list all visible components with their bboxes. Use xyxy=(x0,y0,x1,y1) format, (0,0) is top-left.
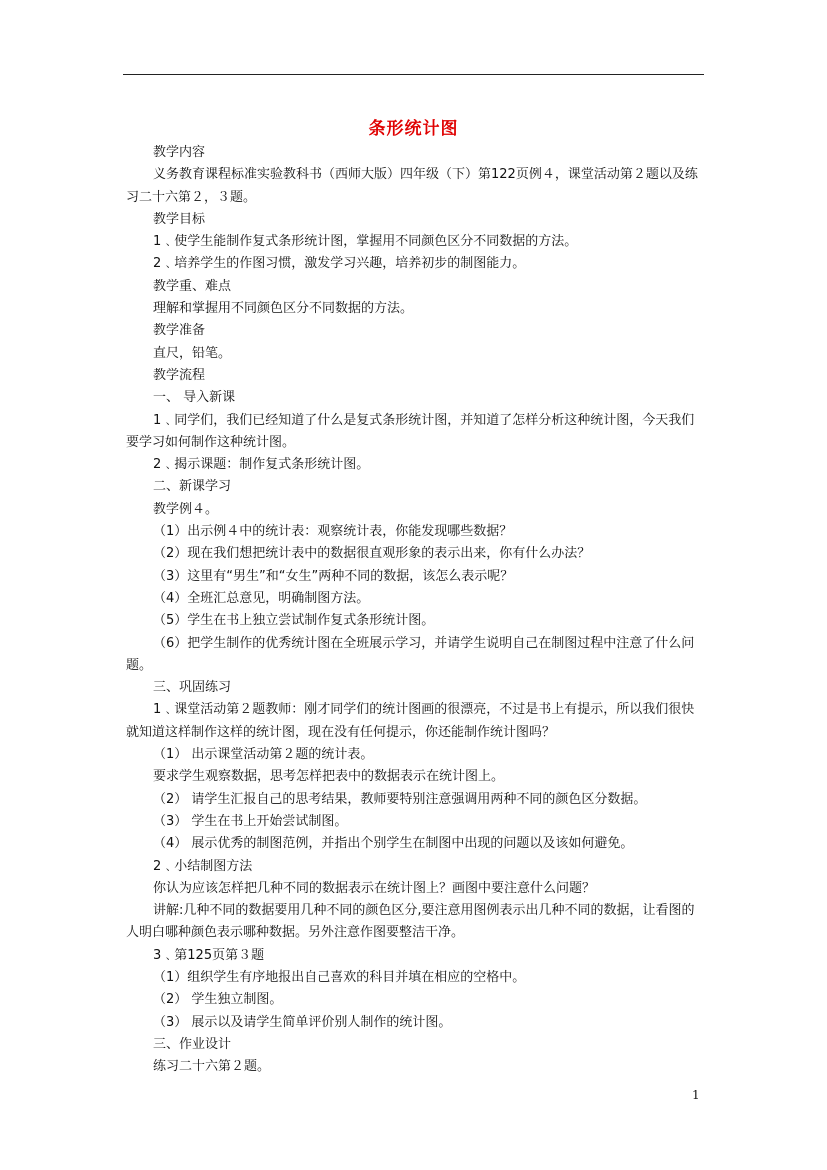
paragraph: 直尺，铅笔。 xyxy=(153,345,232,361)
paragraph: 三、作业设计 xyxy=(153,1036,232,1052)
paragraph: 1﹑同学们，我们已经知道了什么是复式条形统计图，并知道了怎样分析这种统计图，今天我们要学习如何制作这种统计图。 xyxy=(126,412,695,450)
paragraph: 1﹑使学生能制作复式条形统计图，掌握用不同颜色区分不同数据的方法。 xyxy=(153,234,578,250)
paragraph: 2﹑揭示课题：制作复式条形统计图。 xyxy=(153,457,370,473)
paragraph: 2﹑培养学生的作图习惯，激发学习兴趣，培养初步的制图能力。 xyxy=(153,256,526,272)
paragraph: （3） 展示以及请学生简单评价别人制作的统计图。 xyxy=(153,1014,452,1030)
paragraph: 理解和掌握用不同颜色区分不同数据的方法。 xyxy=(153,301,414,317)
paragraph: （5）学生在书上独立尝试制作复式条形统计图。 xyxy=(153,613,435,629)
paragraph: 3﹑第125页第３题 xyxy=(153,947,265,963)
paragraph: 教学重、难点 xyxy=(153,278,232,294)
paragraph: （3） 学生在书上开始尝试制图。 xyxy=(153,813,348,829)
paragraph: 教学流程 xyxy=(153,367,206,383)
paragraph: （1）组织学生有序地报出自己喜欢的科目并填在相应的空格中。 xyxy=(153,969,526,985)
paragraph: （1） 出示课堂活动第２题的统计表。 xyxy=(153,747,374,763)
paragraph: （2）现在我们想把统计表中的数据很直观形象的表示出来，你有什么办法？ xyxy=(153,546,591,562)
document-body xyxy=(126,142,704,1078)
paragraph: 三、巩固练习 xyxy=(153,680,232,696)
paragraph: 教学例４。 xyxy=(153,501,219,517)
document-title: 条形统计图 xyxy=(368,119,459,139)
paragraph: 2﹑小结制图方法 xyxy=(153,858,253,874)
paragraph: （4）全班汇总意见，明确制图方法。 xyxy=(153,590,370,606)
paragraph: 教学内容 xyxy=(153,145,206,160)
paragraph: （3）这里有“男生”和“女生”两种不同的数据，该怎么表示呢？ xyxy=(153,568,514,584)
paragraph: 讲解:几种不同的数据要用几种不同的颜色区分,要注意用图例表示出几种不同的数据，让看图的人明白哪种颜色表示哪种数据。另外注意作图要整洁干净。 xyxy=(126,903,695,941)
paragraph: 一、 导入新课 xyxy=(153,390,236,406)
paragraph: （4） 展示优秀的制图范例，并指出个别学生在制图中出现的问题以及该如何避免。 xyxy=(153,836,634,852)
header-rule xyxy=(123,74,704,75)
paragraph: 二、新课学习 xyxy=(153,479,232,495)
paragraph: 教学目标 xyxy=(153,211,206,227)
paragraph: 你认为应该怎样把几种不同的数据表示在统计图上？画图中要注意什么问题？ xyxy=(153,880,596,896)
page-number: 1 xyxy=(692,1088,700,1102)
paragraph: 1﹑课堂活动第２题教师：刚才同学们的统计图画的很漂亮，不过是书上有提示，所以我们很快就知道这样制作这样的统计图，现在没有任何提示，你还能制作统计图吗？ xyxy=(126,702,695,740)
paragraph: （2） 请学生汇报自己的思考结果，教师要特别注意强调用两种不同的颜色区分数据。 xyxy=(153,791,647,807)
paragraph: 练习二十六第２题。 xyxy=(153,1059,271,1075)
paragraph: 义务教育课程标准实验教科书（西师大版）四年级（下）第122页例４，课堂活动第２题以及练习二十六第２，３题。 xyxy=(126,167,698,205)
paragraph: 要求学生观察数据，思考怎样把表中的数据表示在统计图上。 xyxy=(153,769,505,785)
paragraph: （1）出示例４中的统计表：观察统计表，你能发现哪些数据？ xyxy=(153,524,513,540)
paragraph: （6）把学生制作的优秀统计图在全班展示学习，并请学生说明自己在制图过程中注意了什么问题。 xyxy=(126,635,695,673)
paragraph: 教学准备 xyxy=(153,323,206,339)
paragraph: （2） 学生独立制图。 xyxy=(153,992,283,1008)
